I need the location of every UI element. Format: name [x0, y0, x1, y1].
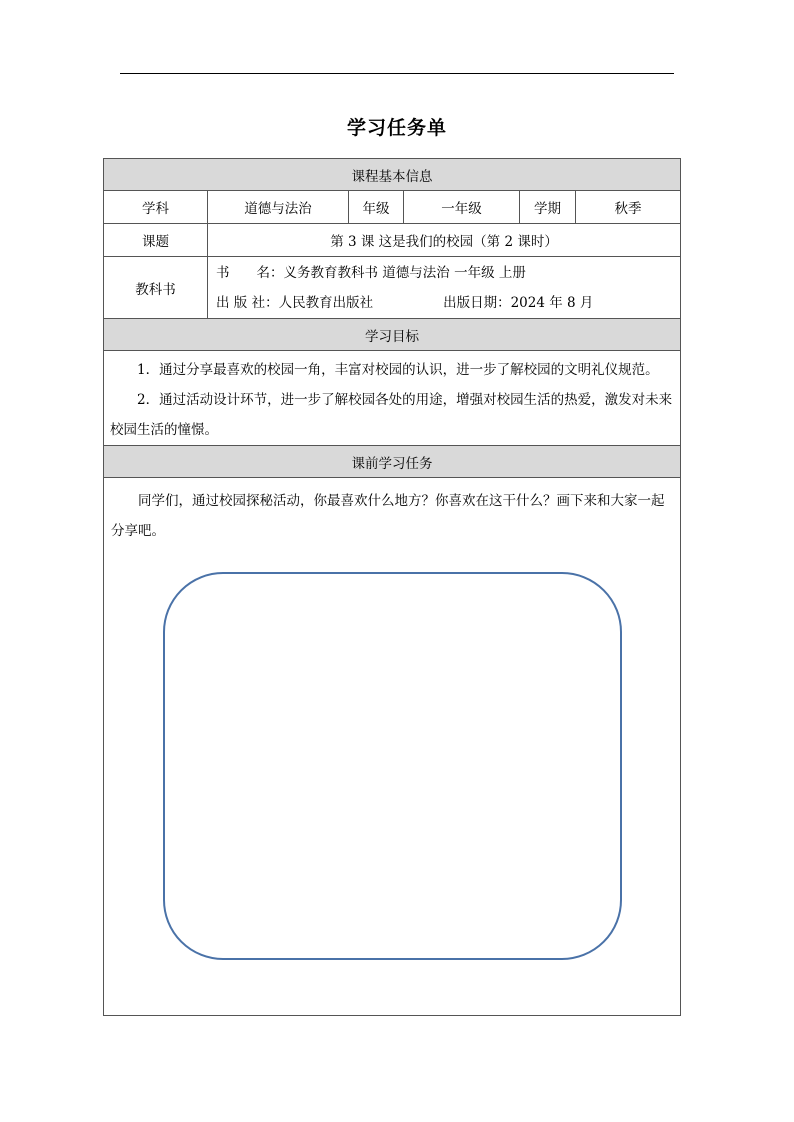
book-name-label: 书 名：	[216, 264, 284, 281]
book-name-value: 义务教育教科书 道德与法治 一年级 上册	[283, 264, 526, 281]
lesson-label: 课题	[104, 224, 208, 257]
pre-task-body	[104, 478, 681, 1016]
objectives-header: 学习目标	[104, 319, 681, 351]
objective-item: 1．通过分享最喜欢的校园一角，丰富对校园的认识，进一步了解校园的文明礼仪规范。	[137, 361, 659, 378]
pub-date-label: 出版日期：	[443, 294, 511, 311]
book-name-line	[216, 258, 680, 288]
subject-value: 道德与法治	[208, 191, 349, 224]
publisher-label: 出 版 社：	[216, 294, 279, 311]
page-title: 学习任务单	[346, 117, 447, 139]
grade-label: 年级	[349, 191, 404, 224]
pre-task-header: 课前学习任务	[104, 446, 681, 478]
drawing-area[interactable]	[163, 572, 622, 960]
publisher-line	[216, 288, 680, 318]
objectives-list	[104, 351, 681, 446]
task-sheet-table	[103, 158, 681, 1016]
term-value: 秋季	[576, 191, 681, 224]
subject-label: 学科	[104, 191, 208, 224]
grade-value: 一年级	[404, 191, 520, 224]
header-rule	[120, 73, 674, 74]
pub-date-value: 2024 年 8 月	[510, 294, 594, 311]
pre-task-instruction: 同学们，通过校园探秘活动，你最喜欢什么地方？你喜欢在这干什么？画下来和大家一起分享吧。	[111, 493, 665, 539]
publisher-value: 人民教育出版社	[278, 294, 374, 311]
objective-item: 2．通过活动设计环节，进一步了解校园各处的用途，增强对校园生活的热爱，激发对未来校园生活的憧憬。	[110, 391, 673, 438]
course-info-header: 课程基本信息	[104, 159, 681, 191]
textbook-label: 教科书	[104, 257, 208, 319]
lesson-title: 第 3 课 这是我们的校园（第 2 课时）	[208, 224, 681, 257]
term-label: 学期	[520, 191, 576, 224]
textbook-details	[208, 257, 681, 319]
